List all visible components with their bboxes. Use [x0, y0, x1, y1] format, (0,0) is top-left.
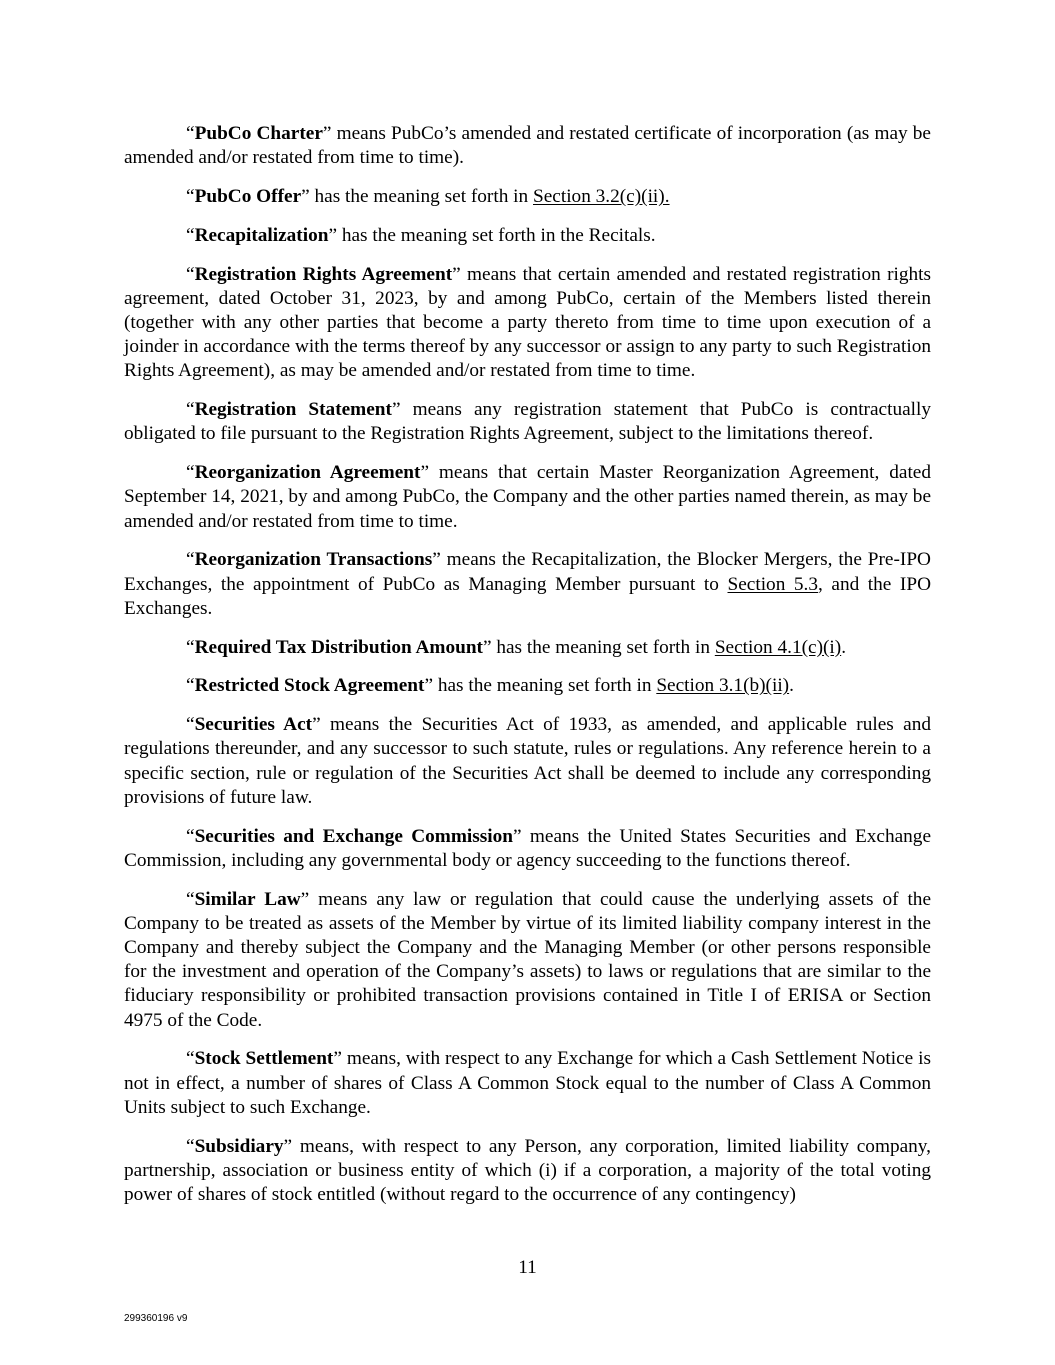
defined-term: Recapitalization: [194, 224, 329, 246]
defined-term: Reorganization Transactions: [194, 549, 433, 571]
definition-suffix: .: [841, 636, 847, 658]
page-number: 11: [518, 1257, 537, 1278]
definition-paragraph: “Securities Act” means the Securities Act of 1933, as amended, and applicable rules and regulations thereunder, and any successor to such statute, rules or regulations. Any reference herein to a specific section, rule or regulation of the Securities Act shall be deemed to include any corresponding provisions of future law.: [124, 714, 931, 808]
section-reference-link[interactable]: Section 4.1(c)(i): [714, 636, 842, 658]
definition-text: means the Recapitalization, the Blocker Mergers, the Pre-IPO Exchanges, the appointment of PubCo as Managing Member pursuant to: [124, 549, 931, 595]
definition-text: has the meaning set forth in: [491, 636, 715, 658]
definition-suffix: , and the IPO Exchanges.: [124, 573, 932, 619]
document-id: 299360196 v9: [124, 1313, 188, 1324]
section-reference-link[interactable]: Section 3.2(c)(ii).: [533, 186, 670, 207]
definition-text: means the Securities Act of 1933, as amended, and applicable rules and regulations thereunder, and any successor to such statute, rules or regulations. Any reference herein to a specific section, rule or regulation of the Securities Act shall be deemed to include any corresponding provisions of future law.: [124, 714, 931, 808]
definition-paragraph: “PubCo Charter” means PubCo’s amended and restated certificate of incorporation (as may be amended and/or restated from time to time).: [124, 123, 931, 169]
definition-text: has the meaning set forth in the Recitals.: [337, 224, 656, 246]
defined-term: Reorganization Agreement: [194, 462, 421, 484]
definition-text: means, with respect to any Person, any corporation, limited liability company, partnership, association or business entity of which (i) if a corporation, a majority of the total voting power of shares of stock entitled (without regard to the occurrence of any contingency): [124, 1135, 931, 1206]
definition-paragraph: “Recapitalization” has the meaning set forth in the Recitals.: [186, 224, 656, 246]
defined-term: Registration Rights Agreement: [194, 263, 453, 285]
defined-term: Restricted Stock Agreement: [194, 675, 425, 697]
definition-text: has the meaning set forth in: [309, 186, 533, 207]
definition-paragraph: “Registration Statement” means any registration statement that PubCo is contractually obligated to file pursuant to the Registration Rights Agreement, subject to the limitations thereof.: [124, 399, 931, 445]
definition-suffix: .: [789, 675, 794, 697]
definition-text: means that certain Master Reorganization Agreement, dated September 14, 2021, by and among PubCo, the Company and the other parties named therein, as may be amended and/or restated from time to time.: [124, 462, 931, 532]
defined-term: Securities Act: [194, 714, 313, 736]
defined-term: Similar Law: [194, 888, 301, 910]
definition-text: means that certain amended and restated registration rights agreement, dated October 31, 2023, by and among PubCo, certain of the Members listed therein (together with any other parties that become a party thereto from time to time upon execution of a joinder in accordance with the terms thereof by any successor or assign to any party to such Registration Rights Agreement), as may be amended and/or restated from time to time.: [124, 263, 932, 382]
definition-text: means the United States Securities and Exchange Commission, including any governmental body or agency succeeding to the functions thereof.: [124, 825, 932, 871]
definition-paragraph: “Restricted Stock Agreement” has the meaning set forth in Section 3.1(b)(ii).: [186, 675, 794, 697]
defined-term: Stock Settlement: [194, 1048, 334, 1070]
defined-term: Securities and Exchange Commission: [194, 825, 514, 847]
section-reference-link[interactable]: Section 5.3: [727, 573, 819, 595]
definition-paragraph: “Reorganization Agreement” means that certain Master Reorganization Agreement, dated September 14, 2021, by and among PubCo, the Company and the other parties named therein, as may be amended and/or restated from time to time.: [124, 462, 931, 532]
definition-paragraph: “Registration Rights Agreement” means that certain amended and restated registration rights agreement, dated October 31, 2023, by and among PubCo, certain of the Members listed therein (together with any other parties that become a party thereto from time to time upon execution of a joinder in accordance with the terms thereof by any successor or assign to any party to such Registration Rights Agreement), as may be amended and/or restated from time to time.: [124, 263, 932, 382]
definition-text: means any registration statement that PubCo is contractually obligated to file pursuant to the Registration Rights Agreement, subject to the limitations thereof.: [124, 399, 931, 445]
definition-text: means any law or regulation that could cause the underlying assets of the Company to be treated as assets of the Member by virtue of its limited liability company interest in the Company and thereby subject the Company and the Managing Member (or other persons responsible for the investment and operation of the Company’s assets) to laws or regulations that are similar to the fiduciary responsibility or prohibited transaction provisions contained in Title I of ERISA or Section 4975 of the Code.: [124, 888, 932, 1031]
definition-paragraph: “PubCo Offer” has the meaning set forth in Section 3.2(c)(ii).: [186, 186, 670, 207]
definition-paragraph: “Subsidiary” means, with respect to any Person, any corporation, limited liability company, partnership, association or business entity of which (i) if a corporation, a majority of the total voting power of shares of stock entitled (without regard to the occurrence of any contingency): [124, 1135, 931, 1206]
definition-text: means PubCo’s amended and restated certificate of incorporation (as may be amended and/or restated from time to time).: [124, 123, 931, 169]
defined-term: Subsidiary: [194, 1135, 284, 1157]
definition-paragraph: “Reorganization Transactions” means the Recapitalization, the Blocker Mergers, the Pre-IPO Exchanges, the appointment of PubCo as Managing Member pursuant to Section 5.3, and the IPO Exchanges.: [124, 549, 932, 619]
definition-text: has the meaning set forth in: [433, 675, 657, 697]
definition-paragraph: “Similar Law” means any law or regulation that could cause the underlying assets of the Company to be treated as assets of the Member by virtue of its limited liability company interest in the Company and thereby subject the Company and the Managing Member (or other persons responsible for the investment and operation of the Company’s assets) to laws or regulations that are similar to the fiduciary responsibility or prohibited transaction provisions contained in Title I of ERISA or Section 4975 of the Code.: [124, 888, 932, 1031]
section-reference-link[interactable]: Section 3.1(b)(ii): [656, 675, 790, 697]
definitions-body: [124, 122, 931, 1222]
definition-text: means, with respect to any Exchange for which a Cash Settlement Notice is not in effect, a number of shares of Class A Common Stock equal to the number of Class A Common Units subject to such Exchange.: [124, 1048, 931, 1118]
defined-term: PubCo Charter: [194, 123, 323, 144]
definition-paragraph: “Required Tax Distribution Amount” has the meaning set forth in Section 4.1(c)(i).: [186, 636, 847, 658]
defined-term: Registration Statement: [194, 399, 392, 421]
defined-term: PubCo Offer: [194, 186, 302, 207]
definition-paragraph: “Stock Settlement” means, with respect to any Exchange for which a Cash Settlement Notice is not in effect, a number of shares of Class A Common Stock equal to the number of Class A Common Units subject to such Exchange.: [124, 1048, 931, 1118]
definition-paragraph: “Securities and Exchange Commission” means the United States Securities and Exchange Commission, including any governmental body or agency succeeding to the functions thereof.: [124, 825, 932, 871]
defined-term: Required Tax Distribution Amount: [194, 636, 483, 658]
